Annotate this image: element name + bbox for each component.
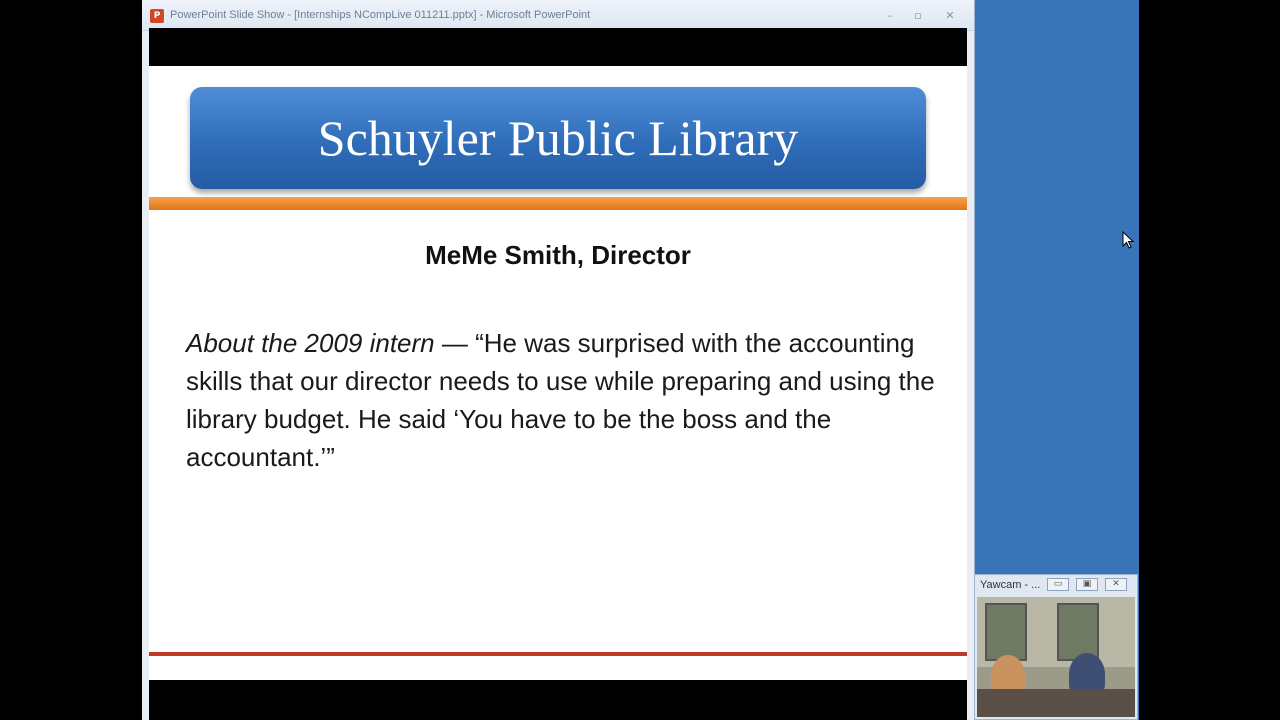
yawcam-restore-button[interactable]: ▣ [1076,578,1098,591]
yawcam-close-button[interactable]: ✕ [1105,578,1127,591]
webcam-video [977,597,1135,717]
yawcam-window [974,574,1138,720]
window-titlebar[interactable] [142,0,974,31]
yawcam-title: Yawcam - ... [980,579,1041,591]
powerpoint-window [142,0,975,720]
mouse-cursor-icon [1122,231,1134,249]
slide[interactable] [149,66,967,680]
slide-subtitle: MeMe Smith, Director [425,240,691,270]
orange-divider [149,197,967,210]
slide-show-area[interactable] [149,28,967,720]
close-button[interactable]: ✕ [945,9,955,22]
restore-button[interactable]: ▫ [914,9,922,22]
slide-quote [186,324,946,476]
powerpoint-icon: P [150,9,164,23]
quote-body: — “He was surprised with the accounting skills that our director needs to use while preparing and using the library budget. He said ‘You have to be the boss and the accountant.’” [186,328,935,472]
window-title: PowerPoint Slide Show - [Internships NCompLive 011211.pptx] - Microsoft PowerPoint [170,9,591,21]
minimize-button[interactable]: – [887,9,893,22]
red-divider [149,652,967,656]
slide-title: Schuyler Public Library [190,87,926,189]
quote-lead: About the 2009 intern [186,328,435,358]
yawcam-minimize-button[interactable]: ▭ [1047,578,1069,591]
